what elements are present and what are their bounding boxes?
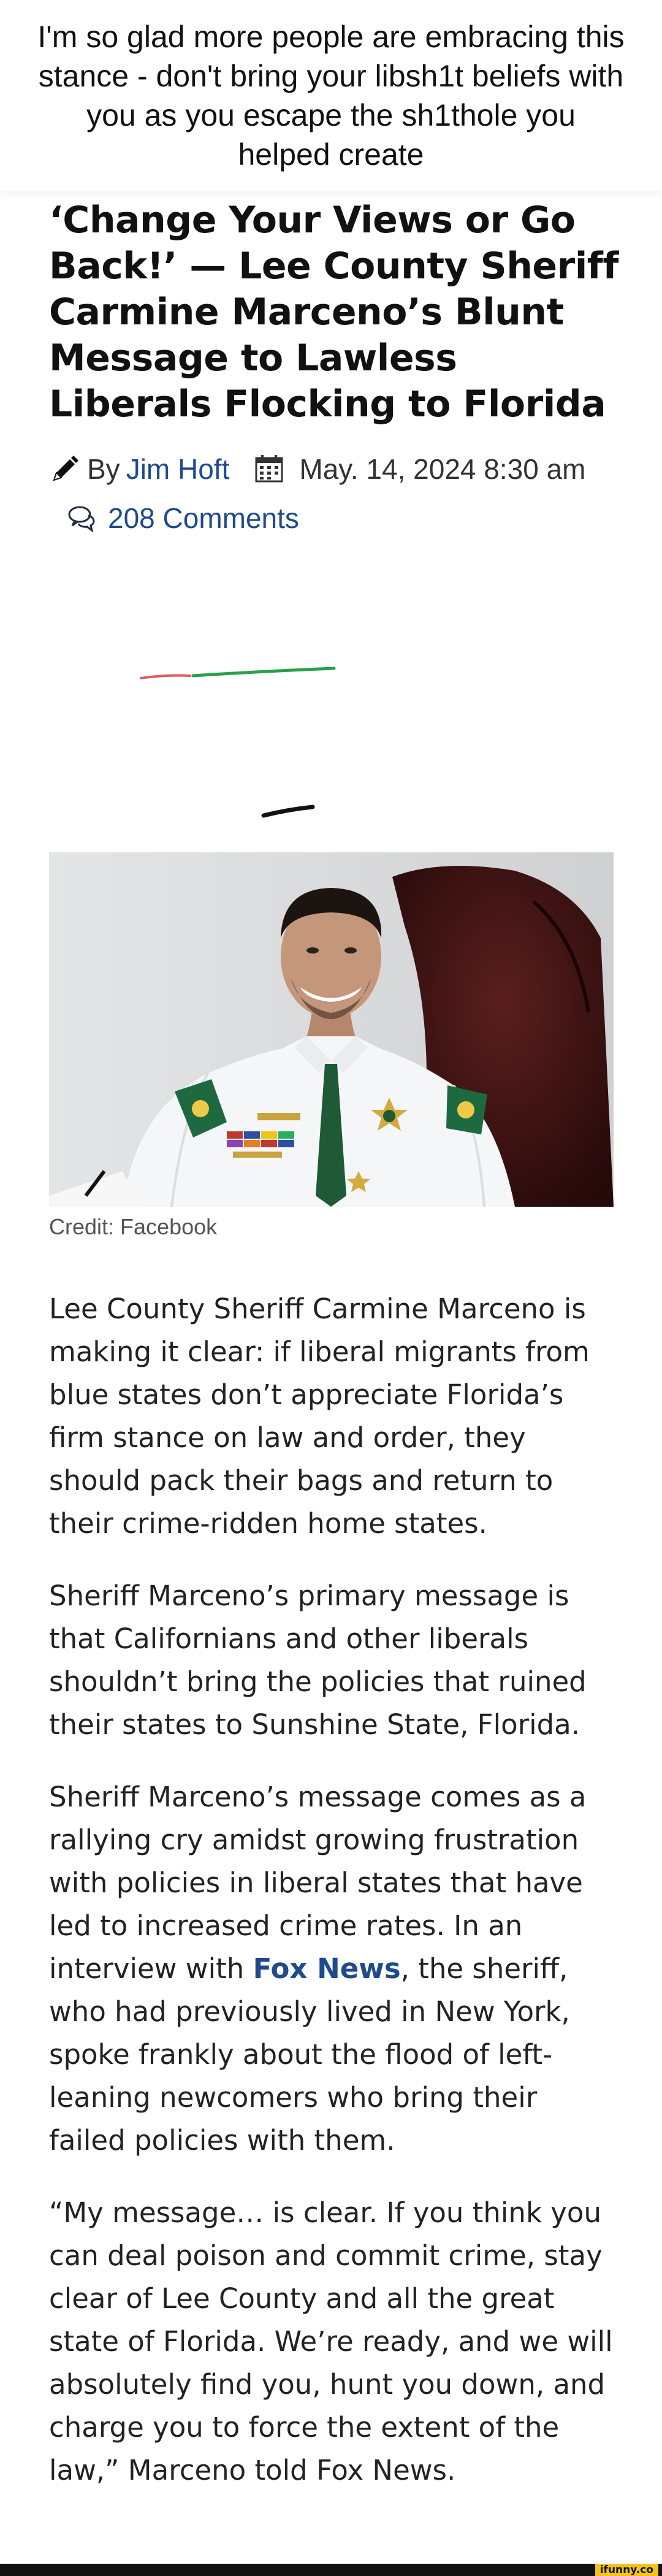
article-paragraph	[49, 1776, 619, 2162]
article-title: ‘Change Your Views or Go Back!’ — Lee County Sheriff Carmine Marceno’s Blunt Message to Lawless Liberals Flocking to Florida	[49, 199, 618, 426]
article-paragraph: Lee County Sheriff Carmine Marceno is making it clear: if liberal migrants from blue states don’t appreciate Florida’s firm stance on law and order, they should pack their bags and return to their crime-ridden home states.	[49, 1293, 590, 1540]
sheriff-photo	[49, 852, 614, 1207]
article-body	[49, 1288, 619, 2521]
pencil-icon	[49, 453, 81, 485]
paragraph-text: , the sheriff, who had previously lived in New York, spoke frankly about the flood of left-leaning newcomers who bring their failed policies with them.	[49, 1952, 570, 2157]
ifunny-watermark: ifunny.co	[595, 2564, 658, 2576]
by-label: By	[87, 453, 120, 485]
paragraph-text: Sheriff Marceno’s message comes as a rallying cry amidst growing frustration with policies in liberal states that have led to increased crime rates. In an interview with	[49, 1781, 587, 1985]
article-paragraph: “My message… is clear. If you think you can deal poison and commit crime, stay clear of Lee County and all the great state of Florida. We’re ready, and we will absolutely find you, hunt you down, and charge you to force the extent of the law,” Marceno told Fox News.	[49, 2196, 613, 2486]
calendar-icon	[254, 453, 286, 485]
fox-news-link[interactable]: Fox News	[253, 1952, 401, 1985]
comments-row[interactable]	[66, 497, 625, 540]
publish-date: May. 14, 2024 8:30 am	[299, 453, 586, 485]
article-meta	[49, 448, 625, 540]
article-paragraph: Sheriff Marceno’s primary message is that Californians and other liberals shouldn’t bring the policies that ruined their states to Sunshine State, Florida.	[49, 1580, 587, 1741]
meme-caption	[0, 0, 662, 191]
photo-credit: Credit: Facebook	[49, 1214, 218, 1239]
loading-spinner	[0, 638, 662, 846]
watermark-bar	[0, 2564, 662, 2576]
author-link[interactable]: Jim Hoft	[126, 453, 230, 485]
comments-link[interactable]: 208 Comments	[108, 502, 299, 534]
byline-row	[49, 448, 625, 491]
caption-text: I'm so glad more people are embracing this stance - don't bring your libsh1t beliefs with you as you escape the sh1thole you helped create	[37, 20, 625, 172]
chat-bubbles-icon	[66, 502, 98, 534]
